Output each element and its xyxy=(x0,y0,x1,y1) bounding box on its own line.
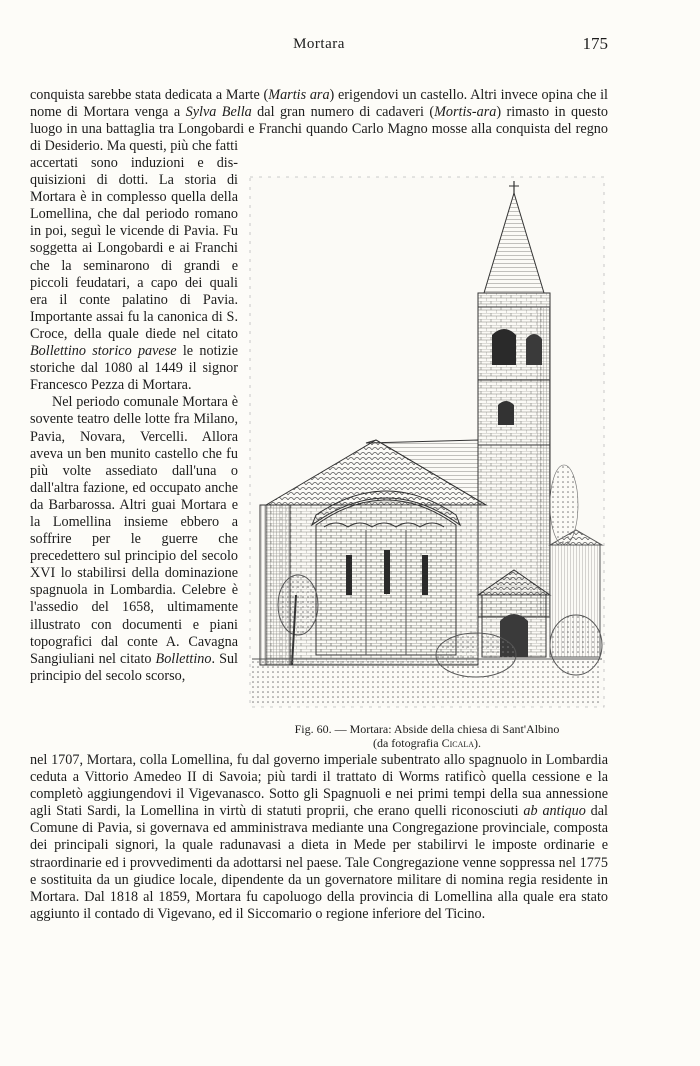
text-run: . Sul principio del secolo scorso, xyxy=(30,650,238,684)
text-run: Nel periodo comunale Mortara è sovente teatro delle lotte fra Milano, Pavia, Novara, Vercelli. Allora aveva un ben munito castello che fu più volte assediato dall'una o dall'altra fazione, ed occupato anche da Barbarossa. Altri guai Mortara e la Lomellina insieme ebbero a soffrire per le guerre che precedettero sul principio del secolo XVI lo stabilirsi della dominazione spagnuola in Lombardia. Celebre è l'assedio del 1658, ultimamente illustrato con documenti e piani topografici dal conte A. Cavagna Sangiuliani nel citato xyxy=(30,394,238,667)
closing-paragraph xyxy=(30,752,608,923)
apse xyxy=(312,491,460,655)
engraving-illustration xyxy=(246,175,608,713)
opening-paragraph xyxy=(30,87,608,155)
caption-line-1: Fig. 60. — Mortara: Abside della chiesa di Sant'Albino xyxy=(294,722,560,736)
paragraph-2 xyxy=(30,155,238,394)
caption-line-2 xyxy=(246,736,608,750)
italic-term: Martis ara xyxy=(268,87,330,103)
italic-term: Bollettino xyxy=(155,650,212,667)
text-run: accertati sono induzioni e dis-quisizioni di dotti. La storia di Mortara è in complesso quella della Lomellina, che dal periodo romano in poi, seguì le vicende di Pavia. Fu soggetta ai Longobardi e ai Franchi che la seminarono di grandi e piccoli feudatari, a capo dei quali era il conte palatino di Pavia. Importante assai fu la canonica di S. Croce, della quale diede nel citato xyxy=(30,155,238,342)
paragraph-3 xyxy=(30,394,238,685)
italic-term: ab antiquo xyxy=(523,803,586,820)
text-run: (da fotografia xyxy=(372,736,442,750)
figure-caption xyxy=(246,722,608,750)
italic-term: Mortis-ara xyxy=(434,104,497,121)
running-header xyxy=(30,36,608,56)
italic-term: Bollettino storico pavese xyxy=(30,343,177,360)
text-run: dal Comune di Pavia, si governava ed amministrava mediante una Congregazione provinciale, composta dei principali signori, la quale radunavasi a dieta in Mede per stabilirvi le imposte ordinarie e straordinarie ed i provvedimenti da adottarsi nel paese. Tale Congregazione venne soppressa nel 1775 e sostituita da un giudice locale, dipendente da un governatore militare di nomina regia residente in Mortara. Dal 1818 al 1859, Mortara fu capoluogo della provincia di Lomellina alla quale era stato aggiunto il contado di Vigevano, ed il Siccomario o regione inferiore del Ticino. xyxy=(30,803,608,922)
ground xyxy=(252,659,602,703)
text-run: le notizie storiche dal 1080 al 1449 il signor Francesco Pezza di Mortara. xyxy=(30,343,238,394)
page-number: 175 xyxy=(582,34,608,53)
italic-term: Sylva Bella xyxy=(185,104,252,121)
text-run: nel 1707, Mortara, colla Lomellina, fu dal governo imperiale subentrato allo spagnuolo in Lombardia ceduta a Vittorio Amedeo II di Savoia; più tardi il trattato di Worms ratificò quella cessione e la completò aggiungendovi il Vigevanasco. Sotto gli Spagnuoli e nei primi tempi della sua annessione agli Stati Sardi, la Lomellina in virtù di statuti proprii, che erano quelli riconosciuti xyxy=(30,752,608,820)
text-run: dal gran numero di cadaveri ( xyxy=(251,104,435,121)
text-run: ) erigendovi un castello. Altri invece opina che il nome di Mortara venga a xyxy=(30,87,608,121)
paragraph-1 xyxy=(30,87,608,155)
text-run: ) rimasto in questo luogo in una battaglia tra Longobardi e Franchi quando Carlo Magno mosse alla conquista del regno di Desiderio. Ma questi, più che fatti xyxy=(30,104,609,155)
running-title: Mortara xyxy=(293,36,345,52)
photographer-name: Cicala xyxy=(441,736,475,750)
text-run: conquista sarebbe stata dedicata a Marte ( xyxy=(30,87,269,103)
left-text-column xyxy=(30,155,238,685)
paragraph-4 xyxy=(30,752,608,923)
church-engraving xyxy=(246,175,608,713)
text-run: ). xyxy=(474,736,482,750)
